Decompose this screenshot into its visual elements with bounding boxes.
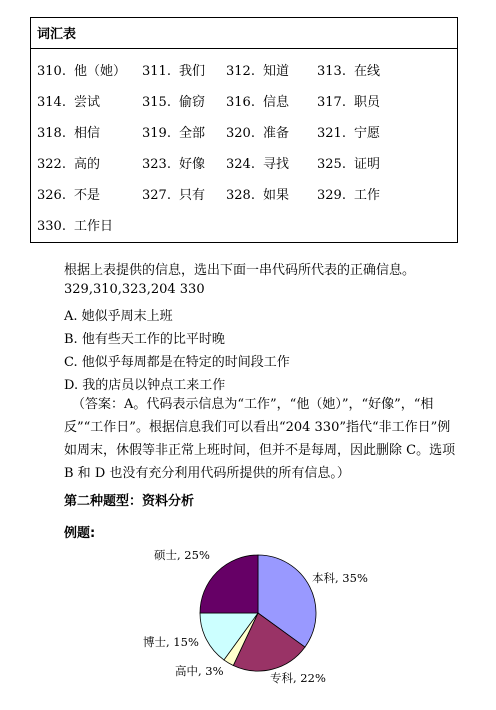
vocab-entry bbox=[142, 153, 205, 172]
vocab-word: 全部 bbox=[178, 126, 205, 141]
vocab-word: 偷窃 bbox=[178, 95, 205, 110]
vocab-row bbox=[37, 215, 447, 246]
vocab-entry bbox=[317, 122, 380, 141]
vocab-number: 315. bbox=[142, 95, 171, 110]
vocab-entry bbox=[317, 60, 380, 79]
vocabulary-title: 词汇表 bbox=[31, 18, 457, 49]
vocab-word: 宁愿 bbox=[353, 126, 380, 141]
vocab-word: 证明 bbox=[353, 157, 380, 172]
option-a: A. 她似乎周末上班 bbox=[64, 309, 173, 324]
vocab-entry bbox=[226, 60, 289, 79]
vocab-word: 工作日 bbox=[73, 219, 113, 234]
vocab-entry bbox=[142, 91, 205, 110]
vocab-word: 我们 bbox=[178, 64, 205, 79]
vocab-row bbox=[37, 60, 447, 91]
vocab-number: 329. bbox=[317, 188, 346, 203]
vocab-word: 只有 bbox=[178, 188, 205, 203]
section-title: 第二种题型：资料分析 bbox=[64, 494, 195, 509]
vocab-word: 高的 bbox=[73, 157, 100, 172]
vocab-number: 311. bbox=[142, 64, 171, 79]
vocab-number: 327. bbox=[142, 188, 171, 203]
vocab-number: 310. bbox=[37, 64, 66, 79]
vocab-number: 312. bbox=[226, 64, 255, 79]
vocab-number: 323. bbox=[142, 157, 171, 172]
vocab-number: 320. bbox=[226, 126, 255, 141]
vocab-entry bbox=[317, 184, 380, 203]
vocab-entry bbox=[37, 215, 113, 234]
vocab-number: 322. bbox=[37, 157, 66, 172]
vocab-word: 准备 bbox=[262, 126, 289, 141]
question-prompt: 根据上表提供的信息，选出下面一串代码所代表的正确信息。 bbox=[64, 263, 416, 278]
vocab-entry bbox=[142, 60, 205, 79]
vocab-number: 330. bbox=[37, 219, 66, 234]
pie-label-博士: 博士, 15% bbox=[143, 635, 199, 649]
vocab-number: 313. bbox=[317, 64, 346, 79]
vocab-entry bbox=[37, 60, 126, 79]
vocab-number: 321. bbox=[317, 126, 346, 141]
option-b: B. 他有些天工作的比平时晚 bbox=[64, 332, 225, 347]
vocab-number: 328. bbox=[226, 188, 255, 203]
answer-explanation: （答案：A。代码表示信息为“工作”，“他（她）”，“好像”，“相反”“工作日”。根据信息我们可以看出“204 330”指代“非工作日”例如周末，休假等非正常上班时间，但并不是每周，因此删除 C。选项 B 和 D 也没有充分利用代码所提供的所有信息。） bbox=[64, 397, 456, 481]
vocab-word: 职员 bbox=[353, 95, 380, 110]
pie-slice-硕士 bbox=[200, 555, 258, 613]
vocab-word: 他（她） bbox=[73, 64, 126, 79]
vocab-row bbox=[37, 122, 447, 153]
vocab-word: 不是 bbox=[73, 188, 100, 203]
pie-chart bbox=[140, 540, 400, 700]
vocab-number: 318. bbox=[37, 126, 66, 141]
vocabulary-grid bbox=[37, 60, 447, 246]
vocabulary-table bbox=[30, 17, 458, 243]
vocab-entry bbox=[317, 153, 380, 172]
question-code: 329,310,323,204 330 bbox=[64, 282, 205, 297]
vocab-number: 317. bbox=[317, 95, 346, 110]
vocab-word: 相信 bbox=[73, 126, 100, 141]
vocab-word: 好像 bbox=[178, 157, 205, 172]
vocab-number: 325. bbox=[317, 157, 346, 172]
vocab-row bbox=[37, 153, 447, 184]
pie-label-高中: 高中, 3% bbox=[175, 664, 224, 678]
vocab-word: 尝试 bbox=[73, 95, 100, 110]
vocab-number: 316. bbox=[226, 95, 255, 110]
vocab-entry bbox=[226, 153, 289, 172]
vocab-entry bbox=[226, 91, 289, 110]
vocab-word: 工作 bbox=[353, 188, 380, 203]
vocab-number: 314. bbox=[37, 95, 66, 110]
vocab-entry bbox=[142, 122, 205, 141]
vocab-number: 319. bbox=[142, 126, 171, 141]
vocab-entry bbox=[317, 91, 380, 110]
vocab-entry bbox=[226, 122, 289, 141]
option-d: D. 我的店员以钟点工来工作 bbox=[64, 378, 226, 393]
pie-label-硕士: 硕士, 25% bbox=[154, 548, 210, 562]
vocab-word: 信息 bbox=[262, 95, 289, 110]
vocab-entry bbox=[226, 184, 289, 203]
example-label: 例题: bbox=[64, 526, 96, 541]
option-c: C. 他似乎每周都是在特定的时间段工作 bbox=[64, 355, 290, 370]
pie-label-专科: 专科, 22% bbox=[270, 671, 326, 685]
vocab-entry bbox=[37, 153, 100, 172]
vocab-word: 寻找 bbox=[262, 157, 289, 172]
vocab-entry bbox=[37, 184, 100, 203]
pie-label-本科: 本科, 35% bbox=[312, 571, 368, 585]
vocab-number: 326. bbox=[37, 188, 66, 203]
vocab-entry bbox=[37, 122, 100, 141]
vocab-row bbox=[37, 91, 447, 122]
vocab-word: 如果 bbox=[262, 188, 289, 203]
vocab-row bbox=[37, 184, 447, 215]
vocab-word: 知道 bbox=[262, 64, 289, 79]
vocab-entry bbox=[142, 184, 205, 203]
vocab-number: 324. bbox=[226, 157, 255, 172]
vocab-entry bbox=[37, 91, 100, 110]
vocab-word: 在线 bbox=[353, 64, 380, 79]
